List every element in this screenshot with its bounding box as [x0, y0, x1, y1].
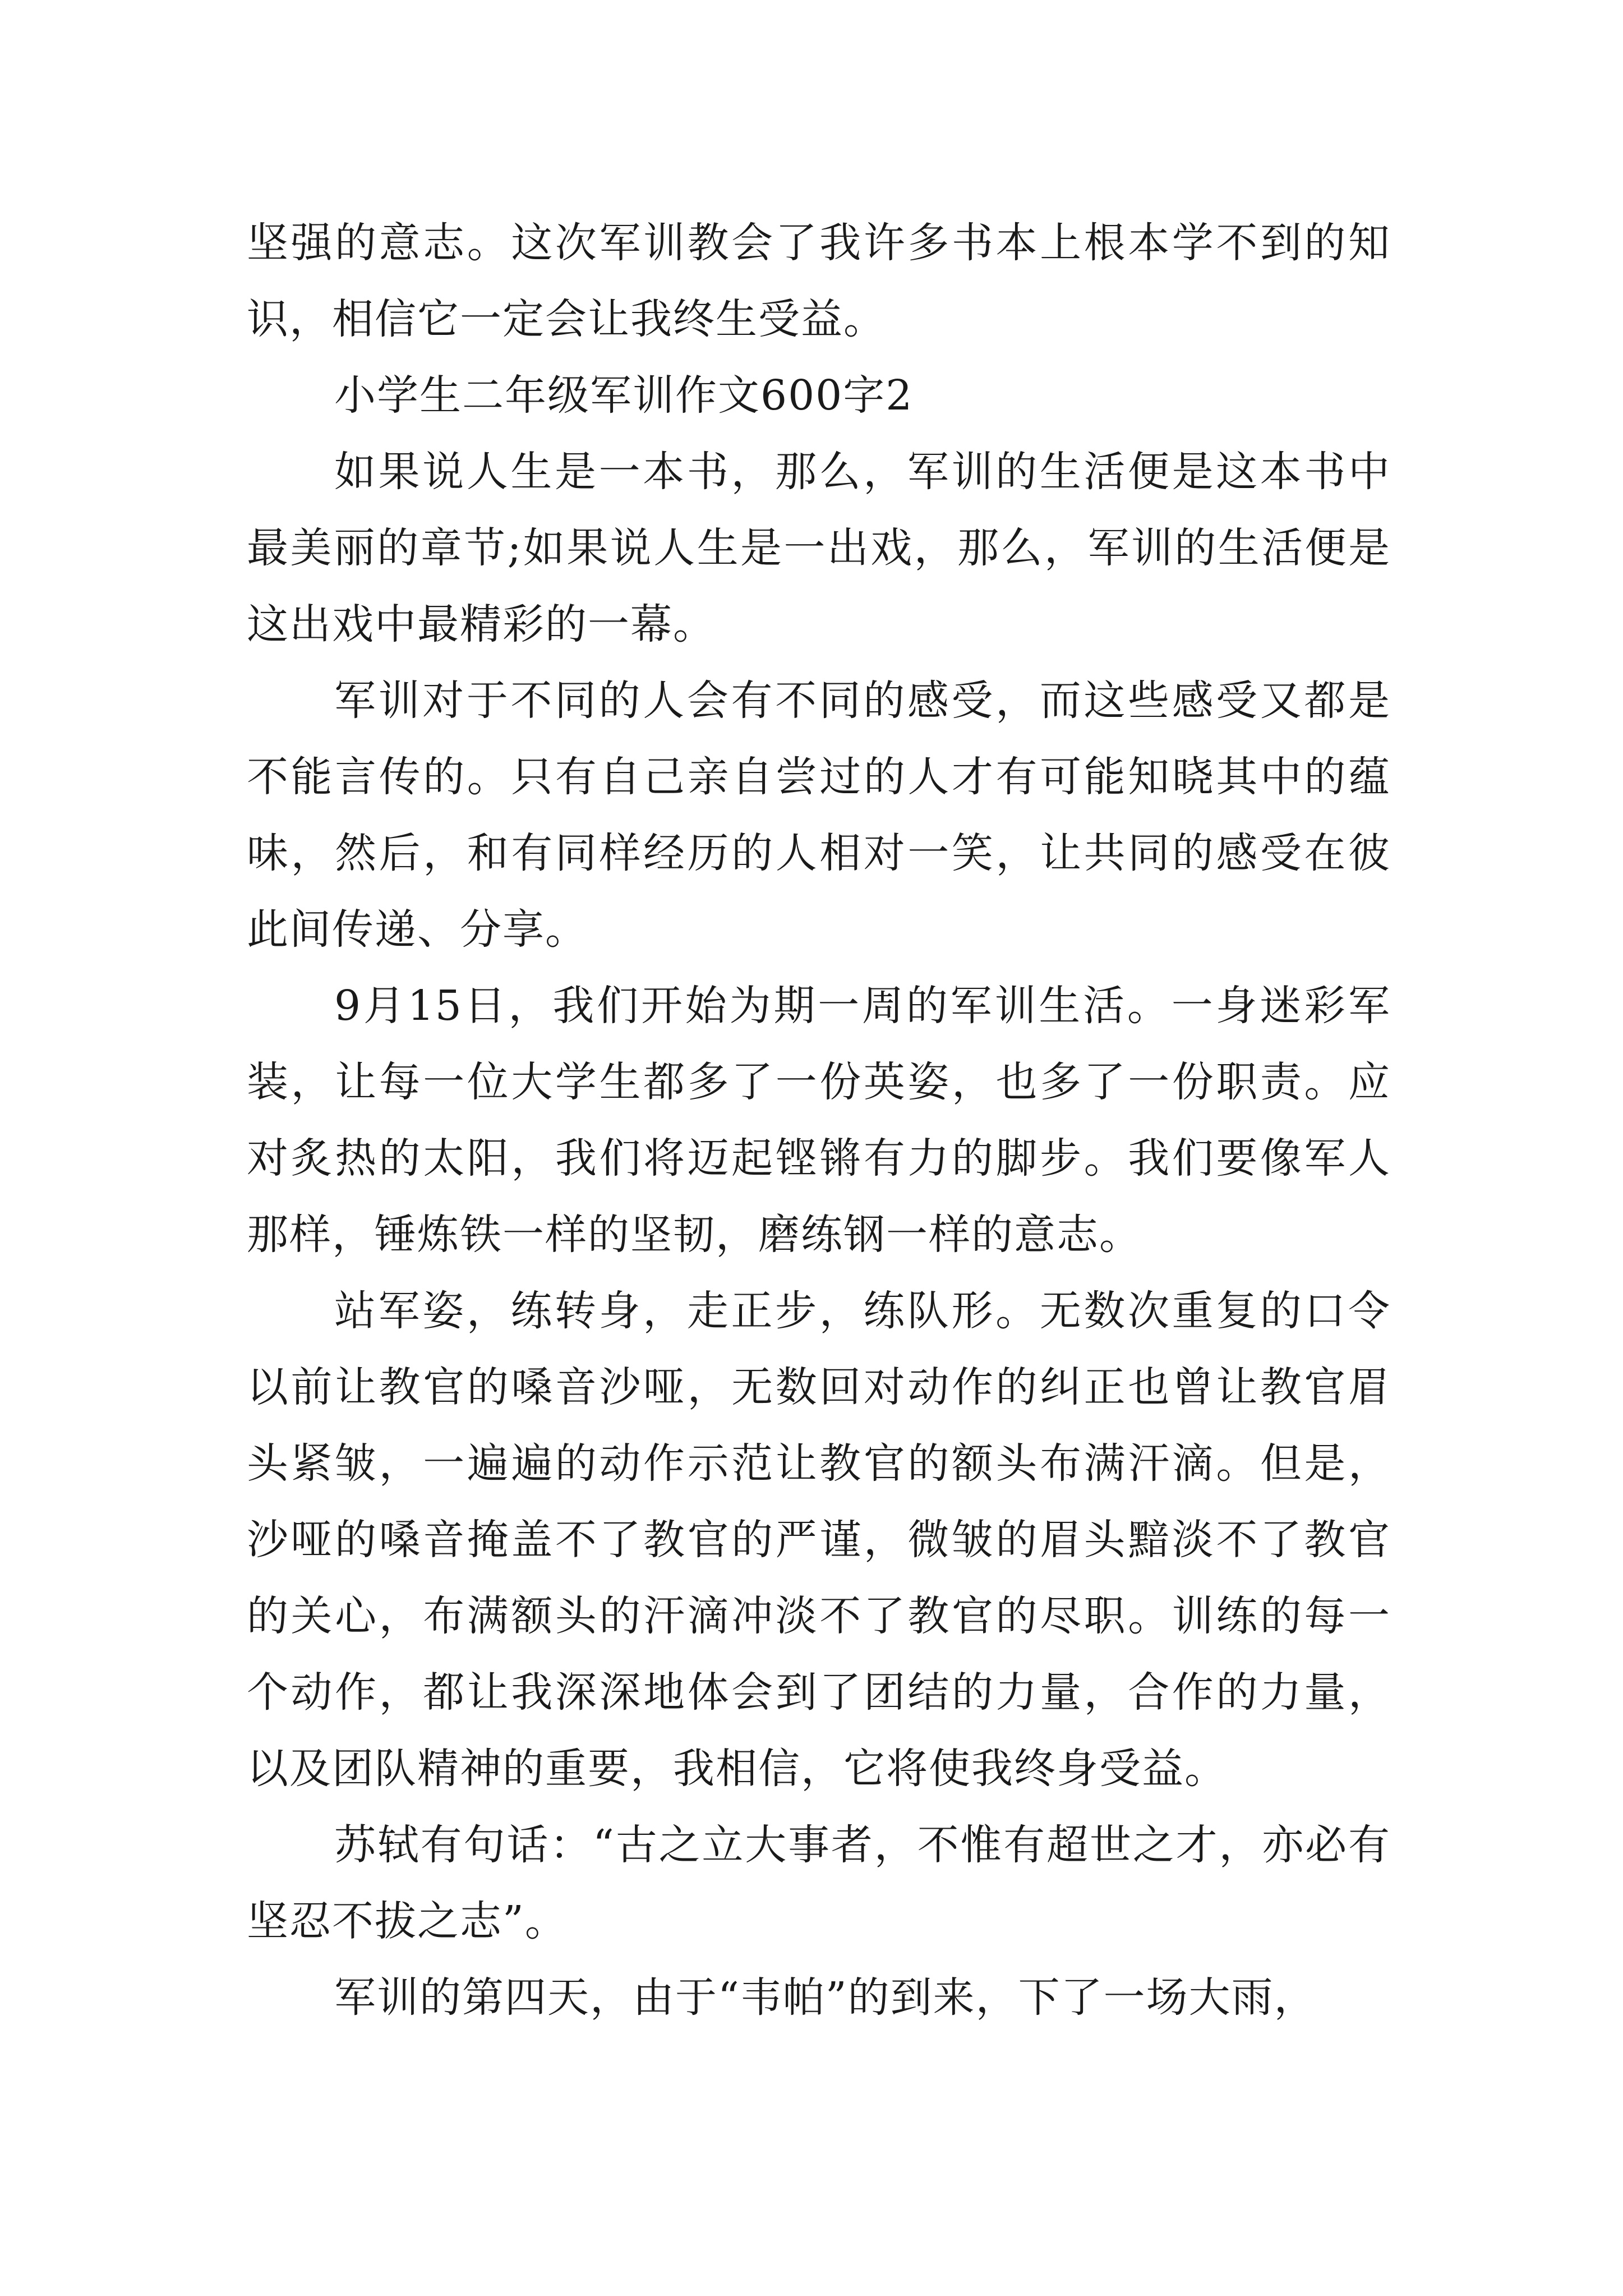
paragraph-quote: 苏轼有句话：“古之立大事者，不惟有超世之才，亦必有坚忍不拔之志”。 [247, 1821, 1391, 1945]
paragraph: 如果说人生是一本书，那么，军训的生活便是这本书中最美丽的章节;如果说人生是一出戏，那么，军训的生活便是这出戏中最精彩的一幕。 [247, 448, 1391, 648]
paragraph: 站军姿，练转身，走正步，练队形。无数次重复的口令以前让教官的嗓音沙哑，无数回对动作的纠正也曾让教官眉头紧皱，一遍遍的动作示范让教官的额头布满汗滴。但是，沙哑的嗓音掩盖不了教官的严谨，微皱的眉头黯淡不了教官的关心，布满额头的汗滴冲淡不了教官的尽职。训练的每一个动作，都让我深深地体会到了团结的力量，合作的力量，以及团队精神的重要，我相信，它将使我终身受益。 [247, 1287, 1391, 1793]
essay-heading: 小学生二年级军训作文600字2 [334, 371, 914, 420]
paragraph: 9月15日，我们开始为期一周的军训生活。一身迷彩军装，让每一位大学生都多了一份英姿，也多了一份职责。应对炙热的太阳，我们将迈起铿锵有力的脚步。我们要像军人那样，锤炼铁一样的坚韧，磨练钢一样的意志。 [247, 982, 1391, 1259]
document-body [247, 205, 1391, 2036]
paragraph: 军训对于不同的人会有不同的感受，而这些感受又都是不能言传的。只有自己亲自尝过的人才有可能知晓其中的蕴味，然后，和有同样经历的人相对一笑，让共同的感受在彼此间传递、分享。 [247, 677, 1391, 954]
paragraph-truncated: 军训的第四天，由于“韦帕”的到来，下了一场大雨， [334, 1973, 1317, 2022]
paragraph-continued: 坚强的意志。这次军训教会了我许多书本上根本学不到的知识，相信它一定会让我终生受益。 [247, 219, 1391, 343]
